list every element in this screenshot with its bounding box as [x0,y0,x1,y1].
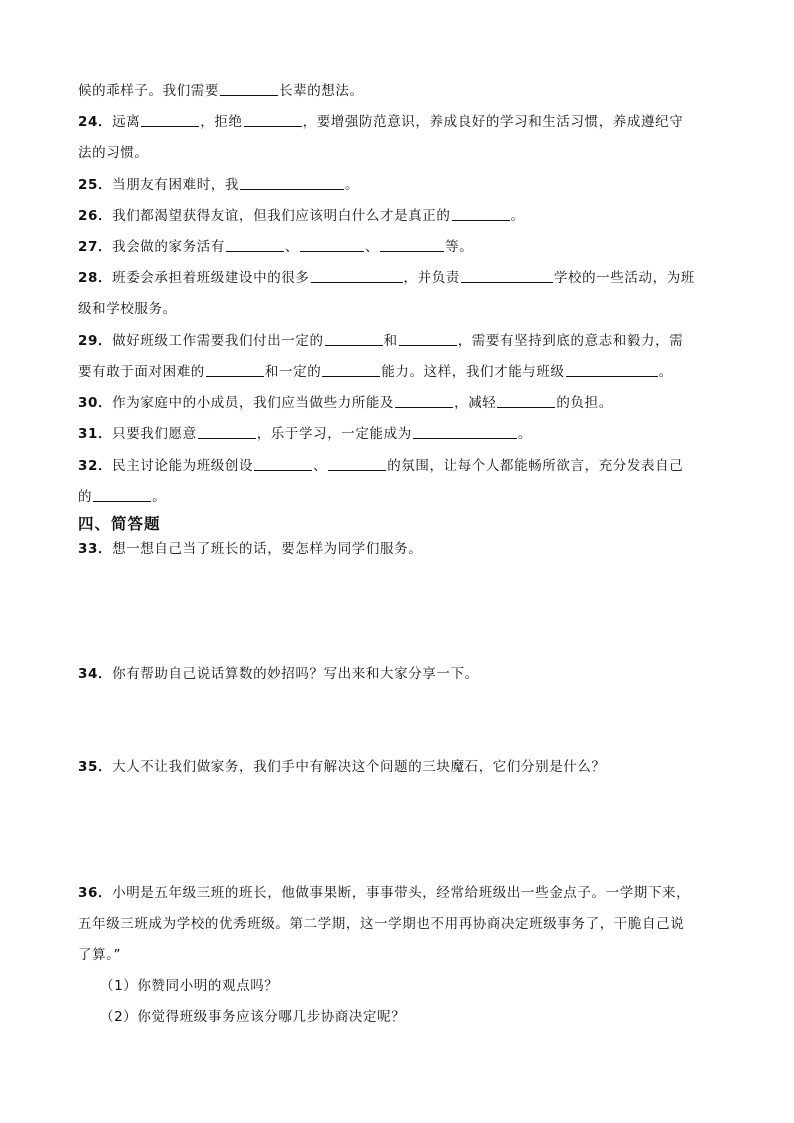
answer-blank[interactable] [93,487,151,502]
section-title-short-answer: 四、简答题 [78,515,161,533]
answer-blank[interactable] [240,175,344,190]
text: 的负担。 [556,395,613,411]
text: 想一想自己当了班长的话，要怎样为同学们服务。 [112,541,423,557]
question-36-line3 [78,945,121,965]
text: 。 [345,177,360,193]
text: 、 [313,458,328,474]
text: 、 [365,239,380,255]
question-25 [78,175,359,195]
answer-blank[interactable] [413,424,517,439]
question-35 [78,757,606,777]
answer-blank[interactable] [380,237,444,252]
text: ，拒绝 [200,114,243,130]
question-number: 29． [78,333,113,349]
answer-blank[interactable] [328,456,386,471]
text: 。 [658,364,673,380]
text: 要有敢于面对困难的 [78,364,205,380]
question-number: 34． [78,666,113,682]
question-number: 36． [78,885,113,901]
answer-blank[interactable] [399,331,457,346]
question-33 [78,539,422,559]
question-29-line2 [78,362,673,382]
question-28-line2 [78,299,177,319]
question-number: 25． [78,177,113,193]
question-24 [78,112,683,132]
answer-blank[interactable] [311,268,403,283]
question-36-sub2 [100,1007,405,1027]
answer-blank[interactable] [395,393,453,408]
text: 五年级三班成为学校的优秀班级。第二学期，这一学期也不用再协商决定班级事务了，干脆自己说 [78,916,685,932]
text: 等。 [445,239,474,255]
answer-blank[interactable] [198,424,256,439]
text: 候的乖样子。我们需要 [78,83,219,99]
answer-blank[interactable] [566,362,658,377]
text: 和一定的 [264,364,322,380]
text: 你有帮助自己说话算数的妙招吗？写出来和大家分享一下。 [112,666,479,682]
answer-blank[interactable] [452,206,510,221]
text: 。 [152,489,167,505]
answer-blank[interactable] [254,456,312,471]
question-28 [78,268,695,288]
text: 小明是五年级三班的班长，他做事果断，事事带头，经常给班级出一些金点子。一学期下来， [112,885,691,901]
question-number: 28． [78,270,113,286]
question-number: 35． [78,759,113,775]
text: 和 [383,333,398,349]
answer-blank[interactable] [206,362,264,377]
text: 当朋友有困难时，我 [112,177,239,193]
text: 民主讨论能为班级创设 [112,458,254,474]
text: 大人不让我们做家务，我们手中有解决这个问题的三块魔石，它们分别是什么？ [112,759,606,775]
question-number: 26． [78,208,113,224]
answer-blank[interactable] [226,237,284,252]
question-31 [78,424,532,444]
answer-blank[interactable] [220,81,278,96]
answer-blank[interactable] [244,112,302,127]
text: 班委会承担着班级建设中的很多 [112,270,310,286]
question-32 [78,456,683,476]
text: 我们都渴望获得友谊，但我们应该明白什么才是真正的 [112,208,451,224]
question-number: 24． [78,114,113,130]
question-30 [78,393,613,413]
text: 级和学校服务。 [78,301,177,317]
question-36-sub1 [100,976,278,996]
text: 作为家庭中的小成员，我们应当做些力所能及 [112,395,395,411]
text: 的 [78,489,93,505]
question-36-line2 [78,914,684,934]
text: 远离 [112,114,141,130]
answer-blank[interactable] [461,268,553,283]
text: （1）你赞同小明的观点吗？ [100,978,279,994]
text: 做好班级工作需要我们付出一定的 [112,333,324,349]
question-32-line2 [78,487,166,507]
text: ，并负责 [403,270,460,286]
text: 了算。” [78,947,122,963]
question-number: 31． [78,426,113,442]
question-number: 32． [78,458,113,474]
text: 能力。这样，我们才能与班级 [381,364,565,380]
question-26 [78,206,525,226]
text: 、 [284,239,300,255]
text: 长辈的想法。 [279,83,364,99]
text: ，减轻 [454,395,497,411]
answer-blank[interactable] [300,237,364,252]
text: （2）你觉得班级事务应该分哪几步协商决定呢？ [100,1009,406,1025]
text: ，需要有坚持到底的意志和毅力，需 [457,333,684,349]
text: ，乐于学习，一定能成为 [256,426,412,442]
text: 法的习惯。 [78,145,149,161]
answer-blank[interactable] [322,362,380,377]
answer-blank[interactable] [497,393,555,408]
question-number: 30． [78,395,113,411]
question-34 [78,664,479,684]
text: 只要我们愿意 [112,426,197,442]
question-27 [78,237,473,257]
text: 我会做的家务活有 [112,239,225,255]
answer-blank[interactable] [141,112,199,127]
question-29 [78,331,683,351]
question-number: 27． [78,239,113,255]
question-36 [78,883,690,903]
question-24-line2 [78,143,149,163]
text: 学校的一些活动，为班 [553,270,695,286]
text: ，要增强防范意识，养成良好的学习和生活习惯，养成遵纪守 [302,114,684,130]
text: 。 [517,426,532,442]
text: 的氛围，让每个人都能畅所欲言，充分发表自己 [387,458,684,474]
text: 。 [510,208,525,224]
answer-blank[interactable] [325,331,383,346]
question-number: 33． [78,541,113,557]
q23-continuation [78,81,364,101]
